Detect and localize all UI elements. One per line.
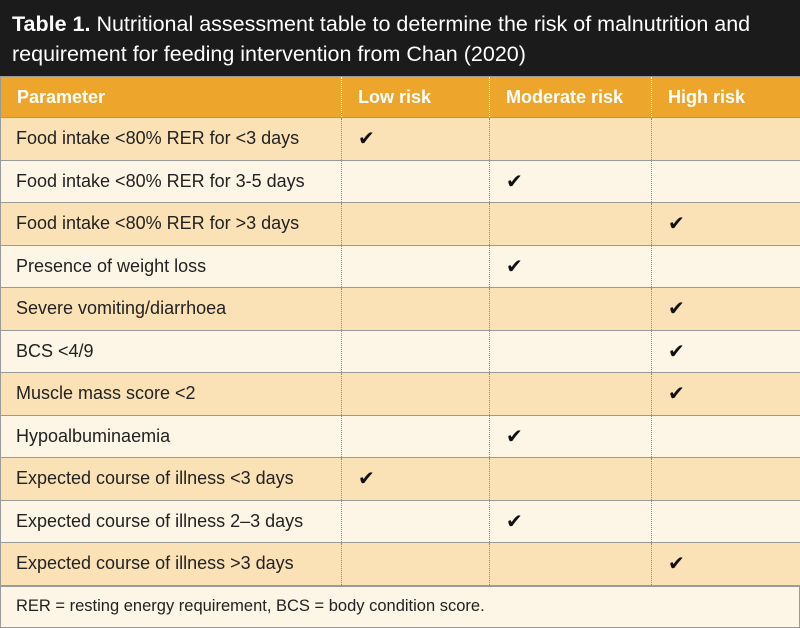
high-risk-cell: ✔ <box>652 330 800 373</box>
table-row <box>1 330 800 373</box>
high-risk-cell: ✔ <box>652 373 800 416</box>
table-body <box>1 118 800 586</box>
parameter-cell: Severe vomiting/diarrhoea <box>1 288 342 331</box>
table-row <box>1 288 800 331</box>
parameter-cell: Presence of weight loss <box>1 245 342 288</box>
high-risk-cell <box>652 245 800 288</box>
parameter-cell: Food intake <80% RER for >3 days <box>1 203 342 246</box>
table-row <box>1 500 800 543</box>
low-risk-cell: ✔ <box>342 458 490 501</box>
parameter-cell: Expected course of illness 2–3 days <box>1 500 342 543</box>
moderate-risk-cell: ✔ <box>490 245 652 288</box>
low-risk-cell <box>342 500 490 543</box>
moderate-risk-cell: ✔ <box>490 160 652 203</box>
low-risk-cell: ✔ <box>342 118 490 161</box>
low-risk-cell <box>342 160 490 203</box>
parameter-cell: Food intake <80% RER for 3-5 days <box>1 160 342 203</box>
parameter-cell: Expected course of illness >3 days <box>1 543 342 586</box>
moderate-risk-cell <box>490 543 652 586</box>
assessment-table <box>0 76 800 586</box>
table-row <box>1 118 800 161</box>
high-risk-cell <box>652 415 800 458</box>
parameter-cell: Expected course of illness <3 days <box>1 458 342 501</box>
high-risk-cell: ✔ <box>652 288 800 331</box>
moderate-risk-cell <box>490 458 652 501</box>
low-risk-cell <box>342 543 490 586</box>
high-risk-cell: ✔ <box>652 203 800 246</box>
table-row <box>1 203 800 246</box>
table-row <box>1 160 800 203</box>
low-risk-cell <box>342 203 490 246</box>
high-risk-cell <box>652 160 800 203</box>
moderate-risk-cell: ✔ <box>490 500 652 543</box>
header-row <box>1 77 800 118</box>
moderate-risk-cell <box>490 203 652 246</box>
low-risk-cell <box>342 245 490 288</box>
table-footnote: RER = resting energy requirement, BCS = body condition score. <box>0 586 800 628</box>
moderate-risk-cell <box>490 330 652 373</box>
moderate-risk-cell <box>490 288 652 331</box>
header-low-risk: Low risk <box>342 77 490 118</box>
header-parameter: Parameter <box>1 77 342 118</box>
table-row <box>1 543 800 586</box>
table-caption: Nutritional assessment table to determine the risk of malnutrition and requirement for feeding intervention from Chan (2020) <box>12 12 751 66</box>
table-row <box>1 245 800 288</box>
table-row <box>1 458 800 501</box>
table-row <box>1 373 800 416</box>
moderate-risk-cell <box>490 373 652 416</box>
parameter-cell: Hypoalbuminaemia <box>1 415 342 458</box>
parameter-cell: Muscle mass score <2 <box>1 373 342 416</box>
table-number: Table 1. <box>12 12 91 36</box>
high-risk-cell: ✔ <box>652 543 800 586</box>
low-risk-cell <box>342 288 490 331</box>
low-risk-cell <box>342 330 490 373</box>
high-risk-cell <box>652 458 800 501</box>
low-risk-cell <box>342 415 490 458</box>
low-risk-cell <box>342 373 490 416</box>
parameter-cell: BCS <4/9 <box>1 330 342 373</box>
header-moderate-risk: Moderate risk <box>490 77 652 118</box>
high-risk-cell <box>652 500 800 543</box>
moderate-risk-cell: ✔ <box>490 415 652 458</box>
moderate-risk-cell <box>490 118 652 161</box>
high-risk-cell <box>652 118 800 161</box>
parameter-cell: Food intake <80% RER for <3 days <box>1 118 342 161</box>
table-title <box>0 0 800 76</box>
header-high-risk: High risk <box>668 86 746 107</box>
table-row <box>1 415 800 458</box>
